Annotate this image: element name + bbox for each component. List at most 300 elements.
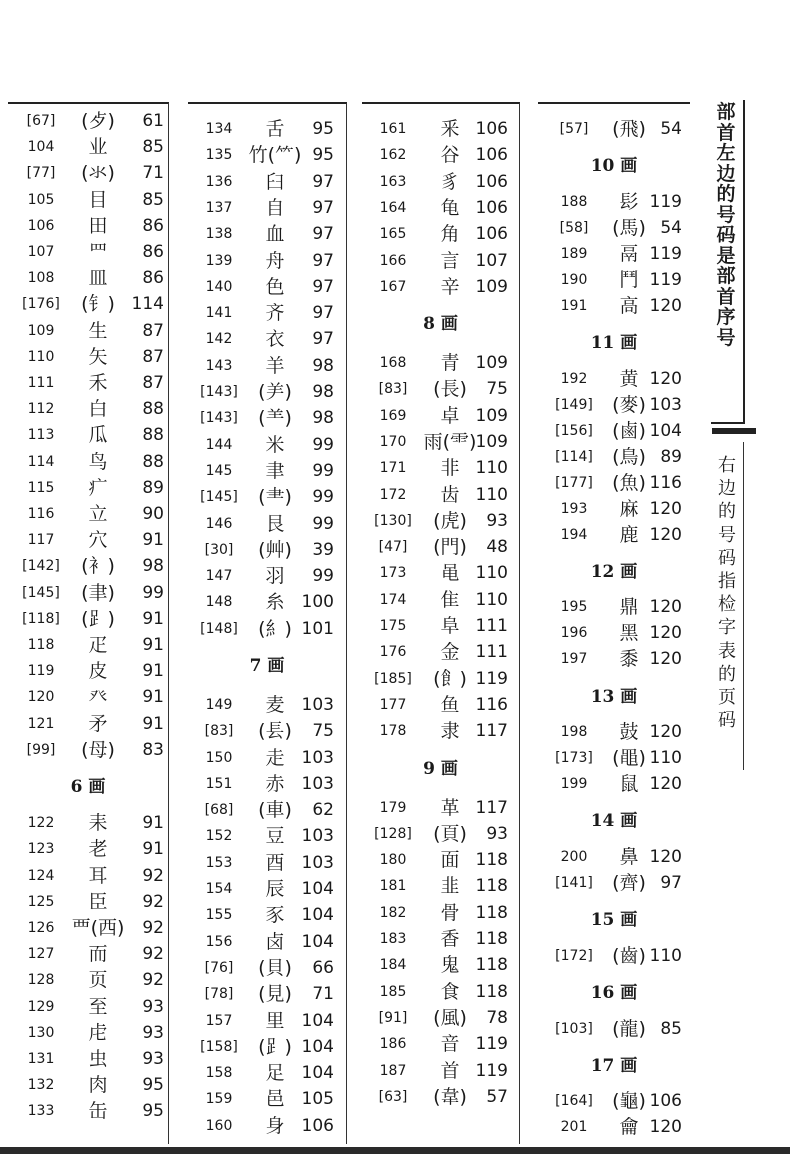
radical-character: 虫 xyxy=(88,1047,108,1070)
page-number: 95 xyxy=(312,119,334,139)
radical-entry xyxy=(188,221,346,247)
page-number: 97 xyxy=(312,303,334,324)
radical-character: 骨 xyxy=(440,901,460,924)
radical-entry xyxy=(188,981,346,1007)
page-number: 98 xyxy=(312,408,334,429)
radical-number: 115 xyxy=(27,479,55,496)
radical-number: [99] xyxy=(26,741,56,758)
page-number: 91 xyxy=(142,608,164,629)
radical-character: 黄 xyxy=(619,367,639,390)
side-note-bottom xyxy=(711,442,744,770)
radical-entry xyxy=(8,711,168,737)
index-column-2 xyxy=(188,102,347,1144)
page-number: 97 xyxy=(660,873,682,893)
radical-number: 130 xyxy=(27,1024,55,1041)
radical-number: 104 xyxy=(27,139,55,156)
radical-number: [164] xyxy=(555,1093,593,1110)
radical-number: 178 xyxy=(379,723,407,740)
radical-number: 170 xyxy=(379,433,407,450)
radical-number: [78] xyxy=(204,986,234,1003)
radical-entry xyxy=(538,444,690,470)
radical-number: 161 xyxy=(379,121,407,137)
radical-number: [58] xyxy=(559,219,589,236)
page-number: 106 xyxy=(475,224,508,245)
page-number: 90 xyxy=(142,504,164,524)
radical-character: 血 xyxy=(265,223,285,246)
radical-number: 112 xyxy=(27,401,55,418)
radical-character: 缶 xyxy=(88,1100,108,1123)
radical-entry xyxy=(8,684,168,710)
radical-entry xyxy=(8,1046,168,1072)
radical-number: 129 xyxy=(27,998,55,1015)
radical-character: 麦 xyxy=(265,693,285,716)
radical-number: 131 xyxy=(27,1050,55,1067)
radical-number: 182 xyxy=(379,904,407,921)
radical-entry xyxy=(8,527,168,553)
radical-character: 黾 xyxy=(440,562,460,585)
radical-entry xyxy=(362,1084,519,1110)
page-number: 104 xyxy=(301,931,334,952)
radical-number: [91] xyxy=(378,1009,408,1026)
radical-number: 164 xyxy=(379,199,407,216)
radical-number: 162 xyxy=(379,147,407,164)
radical-character: 矢 xyxy=(88,345,108,368)
radical-character: 辰 xyxy=(265,878,285,901)
radical-number: [68] xyxy=(204,802,234,819)
radical-entry xyxy=(188,195,346,221)
page-number: 119 xyxy=(649,191,682,212)
radical-number: 179 xyxy=(379,799,407,816)
radical-number: 107 xyxy=(27,244,55,260)
radical-number: [158] xyxy=(200,1038,238,1055)
page-number: 99 xyxy=(312,566,334,587)
radical-number: [156] xyxy=(555,422,593,439)
radical-number: 160 xyxy=(205,1117,233,1134)
radical-entry xyxy=(538,470,690,496)
radical-character: 身 xyxy=(265,1114,285,1137)
radical-character: 非 xyxy=(440,457,460,480)
radical-entry xyxy=(8,396,168,422)
radical-entry xyxy=(362,142,519,168)
page-number: 97 xyxy=(312,276,334,297)
radical-entry xyxy=(362,873,519,899)
radical-character: (飠) xyxy=(433,667,467,690)
radical-number: [142] xyxy=(22,558,60,575)
radical-entry xyxy=(188,563,346,589)
radical-character: 里 xyxy=(265,1009,285,1032)
radical-character: (齒) xyxy=(612,944,646,967)
radical-character: (韋) xyxy=(433,1085,467,1108)
page-number: 119 xyxy=(475,1034,508,1055)
radical-number: [103] xyxy=(555,1020,593,1037)
radical-character: (風) xyxy=(433,1006,467,1029)
radical-entry xyxy=(8,580,168,606)
radical-character: 禾 xyxy=(88,372,108,394)
page-number: 104 xyxy=(301,879,334,900)
side-note-top-text: 部首左边的号码是部首序号 xyxy=(716,101,736,349)
radical-number: 114 xyxy=(27,453,55,470)
radical-entry xyxy=(188,458,346,484)
radical-character: 鸟 xyxy=(88,450,108,473)
radical-character: 足 xyxy=(265,1062,285,1085)
radical-character: 疒 xyxy=(88,476,108,499)
page-number: 119 xyxy=(475,668,508,689)
page-number: 88 xyxy=(142,425,164,446)
radical-entry xyxy=(8,606,168,632)
radical-entry xyxy=(8,291,168,317)
radical-character: 生 xyxy=(88,319,108,342)
radical-entry xyxy=(362,195,519,221)
radical-number: 120 xyxy=(27,689,55,706)
page-number: 103 xyxy=(301,694,334,715)
radical-character: (魚) xyxy=(612,471,646,494)
page-number: 110 xyxy=(475,458,508,479)
page-number: 106 xyxy=(475,171,508,192)
radical-character: 首 xyxy=(440,1059,460,1082)
radical-character: 羊 xyxy=(265,354,285,377)
radical-number: [177] xyxy=(555,474,593,491)
page-number: 109 xyxy=(475,431,508,452)
radical-number: 163 xyxy=(379,173,407,190)
page-number: 85 xyxy=(660,1018,682,1039)
page-number: 119 xyxy=(475,1060,508,1081)
stroke-count-header: 15 画 xyxy=(590,910,638,931)
radical-character: 舟 xyxy=(265,249,285,272)
radical-number: [76] xyxy=(204,959,234,976)
radical-number: 177 xyxy=(379,696,407,713)
radical-character: (黽) xyxy=(612,747,646,770)
radical-character: 疋 xyxy=(88,634,108,656)
radical-entry xyxy=(362,221,519,247)
radical-entry xyxy=(362,482,519,508)
radical-character: (糹) xyxy=(258,617,292,640)
page-number: 120 xyxy=(649,498,682,519)
page-number: 116 xyxy=(475,694,508,715)
page-number: 111 xyxy=(475,642,508,663)
radical-character: 鹿 xyxy=(619,523,639,546)
radical-character: 臼 xyxy=(265,170,285,193)
radical-character: 豕 xyxy=(265,904,285,927)
radical-character: (馬) xyxy=(612,216,646,239)
radical-number: 197 xyxy=(560,651,588,668)
page-number: 99 xyxy=(312,513,334,534)
radical-character: 豆 xyxy=(265,825,285,848)
radical-entry xyxy=(188,511,346,537)
radical-number: 151 xyxy=(205,775,233,792)
stroke-count-header: 13 画 xyxy=(590,686,638,707)
radical-character: (虎) xyxy=(433,509,467,532)
radical-entry xyxy=(538,594,690,620)
page-number: 119 xyxy=(649,243,682,264)
radical-entry xyxy=(188,823,346,849)
radical-character: 卤 xyxy=(265,930,285,953)
radical-entry xyxy=(188,1034,346,1060)
page-number: 93 xyxy=(142,996,164,1017)
radical-character: 青 xyxy=(440,352,460,375)
page-number: 98 xyxy=(312,355,334,376)
radical-number: 144 xyxy=(205,436,233,453)
page-number: 91 xyxy=(142,687,164,708)
radical-entry xyxy=(188,1008,346,1034)
radical-character: 老 xyxy=(88,838,108,861)
radical-entry xyxy=(362,613,519,639)
page-number: 93 xyxy=(486,510,508,531)
radical-character: 豸 xyxy=(440,170,460,193)
radical-character: 瓜 xyxy=(88,424,108,447)
page-number: 100 xyxy=(301,592,334,613)
page-number: 118 xyxy=(475,929,508,950)
radical-number: 127 xyxy=(27,946,55,963)
radical-number: 108 xyxy=(27,270,55,287)
radical-number: 133 xyxy=(27,1103,55,1120)
page-number: 120 xyxy=(649,597,682,618)
radical-entry xyxy=(8,265,168,291)
page-number: 95 xyxy=(312,145,334,166)
radical-number: [176] xyxy=(22,296,60,313)
page-number: 93 xyxy=(142,1022,164,1043)
page-number: 87 xyxy=(142,346,164,367)
radical-number: 201 xyxy=(560,1119,588,1136)
page-number: 110 xyxy=(475,589,508,610)
radical-number: 119 xyxy=(27,663,55,680)
radical-number: 176 xyxy=(379,644,407,661)
radical-character: 鼠 xyxy=(619,773,639,796)
radical-character: 鱼 xyxy=(440,693,460,716)
radical-entry xyxy=(188,929,346,955)
radical-number: 124 xyxy=(27,867,55,884)
radical-number: 123 xyxy=(27,841,55,858)
page-number: 104 xyxy=(301,1063,334,1084)
radical-character: 穴 xyxy=(88,529,108,552)
radical-character: 食 xyxy=(440,980,460,1003)
radical-number: 175 xyxy=(379,618,407,635)
page-number: 104 xyxy=(301,1036,334,1057)
page-number: 54 xyxy=(660,217,682,238)
radical-number: [145] xyxy=(200,489,238,506)
radical-character: 耳 xyxy=(88,864,108,887)
radical-entry xyxy=(8,810,168,836)
radical-number: 195 xyxy=(560,599,588,616)
radical-character: (⺻) xyxy=(258,486,292,509)
page-number: 105 xyxy=(301,1089,334,1110)
radical-entry xyxy=(188,771,346,797)
radical-entry xyxy=(188,142,346,168)
radical-entry xyxy=(8,863,168,889)
radical-character: 隶 xyxy=(440,720,460,743)
radical-entry xyxy=(362,639,519,665)
radical-entry xyxy=(8,553,168,579)
stroke-count-header: 7 画 xyxy=(249,656,285,677)
page-number: 120 xyxy=(649,774,682,795)
radical-entry xyxy=(8,967,168,993)
radical-character: 皿 xyxy=(88,267,108,290)
radical-entry xyxy=(8,187,168,213)
radical-character: 鬼 xyxy=(440,954,460,977)
stroke-count-header: 6 画 xyxy=(70,777,106,798)
radical-entry xyxy=(188,274,346,300)
radical-entry xyxy=(8,318,168,344)
radical-entry xyxy=(362,926,519,952)
radical-number: 110 xyxy=(27,348,55,365)
radical-entry xyxy=(362,692,519,718)
page-number: 75 xyxy=(486,379,508,400)
radical-entry xyxy=(362,795,519,821)
radical-entry xyxy=(188,589,346,615)
radical-character: (麥) xyxy=(612,393,646,416)
radical-character: 业 xyxy=(88,136,108,159)
page-number: 97 xyxy=(312,250,334,271)
radical-entry xyxy=(362,821,519,847)
page-number: 119 xyxy=(649,269,682,290)
radical-entry xyxy=(362,1058,519,1084)
radical-number: 169 xyxy=(379,407,407,424)
radical-number: 122 xyxy=(27,815,55,832)
radical-entry xyxy=(538,771,690,797)
radical-number: [63] xyxy=(378,1088,408,1105)
page-number: 106 xyxy=(649,1091,682,1112)
radical-number: 166 xyxy=(379,252,407,269)
page-number: 110 xyxy=(475,484,508,505)
radical-number: 147 xyxy=(205,568,233,585)
radical-number: 192 xyxy=(560,370,588,387)
radical-number: [149] xyxy=(555,396,593,413)
radical-character: (長) xyxy=(433,378,467,401)
radical-number: 157 xyxy=(205,1012,233,1029)
radical-character: 目 xyxy=(88,188,108,211)
radical-character: 罒 xyxy=(88,241,108,263)
page-number: 91 xyxy=(142,661,164,682)
page-number: 97 xyxy=(312,171,334,192)
radical-character: 竹(⺮) xyxy=(248,144,302,167)
radical-character: 鼎 xyxy=(619,596,639,619)
radical-entry xyxy=(538,943,690,969)
radical-entry xyxy=(188,169,346,195)
page-number: 120 xyxy=(649,295,682,316)
radical-number: 174 xyxy=(379,591,407,608)
radical-character: 釆 xyxy=(440,118,460,140)
radical-entry xyxy=(538,870,690,896)
radical-entry xyxy=(188,537,346,563)
radical-number: [118] xyxy=(22,610,60,627)
page-number: 88 xyxy=(142,399,164,420)
radical-number: [47] xyxy=(378,539,408,556)
radical-entry xyxy=(8,1020,168,1046)
radical-character: 黑 xyxy=(619,622,639,645)
radical-number: 186 xyxy=(379,1036,407,1053)
radical-entry xyxy=(538,1016,690,1042)
radical-number: 109 xyxy=(27,322,55,339)
page-number: 114 xyxy=(131,294,164,315)
radical-character: 面 xyxy=(440,849,460,872)
page-number: 120 xyxy=(649,524,682,545)
stroke-count-header: 8 画 xyxy=(423,314,458,335)
radical-character: (歺) xyxy=(81,110,115,132)
page-number: 39 xyxy=(312,539,334,560)
stroke-count-header: 17 画 xyxy=(590,1055,638,1076)
radical-entry xyxy=(188,300,346,326)
radical-number: [128] xyxy=(374,825,412,842)
page-number: 103 xyxy=(301,747,334,768)
radical-character: 舌 xyxy=(265,118,285,140)
page-number: 88 xyxy=(142,451,164,472)
page-number: 92 xyxy=(142,891,164,912)
page-number: 89 xyxy=(660,446,682,467)
radical-number: 132 xyxy=(27,1077,55,1094)
radical-number: 198 xyxy=(560,724,588,741)
page-number: 97 xyxy=(312,329,334,350)
radical-entry xyxy=(538,745,690,771)
radical-number: 187 xyxy=(379,1062,407,1079)
radical-character: 革 xyxy=(440,796,460,819)
radical-character: 艮 xyxy=(265,512,285,535)
index-column-3 xyxy=(362,102,520,1144)
radical-entry xyxy=(362,1005,519,1031)
radical-character: (母) xyxy=(81,738,115,761)
page-number: 66 xyxy=(312,957,334,978)
radical-entry xyxy=(8,239,168,265)
radical-entry xyxy=(538,241,690,267)
radical-number: 181 xyxy=(379,878,407,895)
page-number: 118 xyxy=(475,902,508,923)
radical-character: 覀(西) xyxy=(71,916,125,939)
radical-character: 谷 xyxy=(440,144,460,167)
radical-character: 虍 xyxy=(88,1021,108,1044)
page-number: 54 xyxy=(660,119,682,139)
radical-entry xyxy=(8,344,168,370)
radical-entry xyxy=(188,116,346,142)
radical-character: 米 xyxy=(265,433,285,456)
radical-entry xyxy=(362,847,519,873)
page-number: 106 xyxy=(475,197,508,218)
radical-entry xyxy=(8,422,168,448)
radical-number: 183 xyxy=(379,931,407,948)
page-number: 104 xyxy=(301,905,334,926)
radical-number: [143] xyxy=(200,384,238,400)
page-number: 98 xyxy=(312,382,334,402)
radical-character: 言 xyxy=(440,249,460,272)
radical-character: 高 xyxy=(619,294,639,317)
radical-entry xyxy=(188,850,346,876)
radical-character: 皮 xyxy=(88,660,108,683)
radical-entry xyxy=(362,455,519,481)
page-number: 97 xyxy=(312,224,334,245)
page-number: 92 xyxy=(142,944,164,965)
radical-entry xyxy=(8,658,168,684)
radical-character: 肉 xyxy=(88,1074,108,1097)
page-number: 104 xyxy=(649,420,682,441)
radical-character: (艸) xyxy=(258,538,292,561)
radical-number: 117 xyxy=(27,532,55,549)
radical-number: 156 xyxy=(205,933,233,950)
radical-number: 138 xyxy=(205,226,233,243)
stroke-count-header: 16 画 xyxy=(590,982,638,1003)
radical-number: 135 xyxy=(205,147,233,164)
radical-character: 龟 xyxy=(440,196,460,219)
side-divider xyxy=(712,428,756,434)
radical-character: 鬥 xyxy=(619,268,639,291)
page-number: 106 xyxy=(475,145,508,166)
page-number: 110 xyxy=(649,945,682,966)
radical-number: 190 xyxy=(560,271,588,288)
radical-number: [30] xyxy=(204,541,234,558)
page-number: 104 xyxy=(301,1010,334,1031)
radical-character: 卓 xyxy=(440,404,460,427)
radical-character: 音 xyxy=(440,1033,460,1056)
side-note-bottom-text: 右边的号码指检字表的页码 xyxy=(718,455,736,732)
radical-character: (镸) xyxy=(258,720,292,743)
radical-character: 龠 xyxy=(619,1116,639,1139)
radical-number: [77] xyxy=(26,165,56,182)
